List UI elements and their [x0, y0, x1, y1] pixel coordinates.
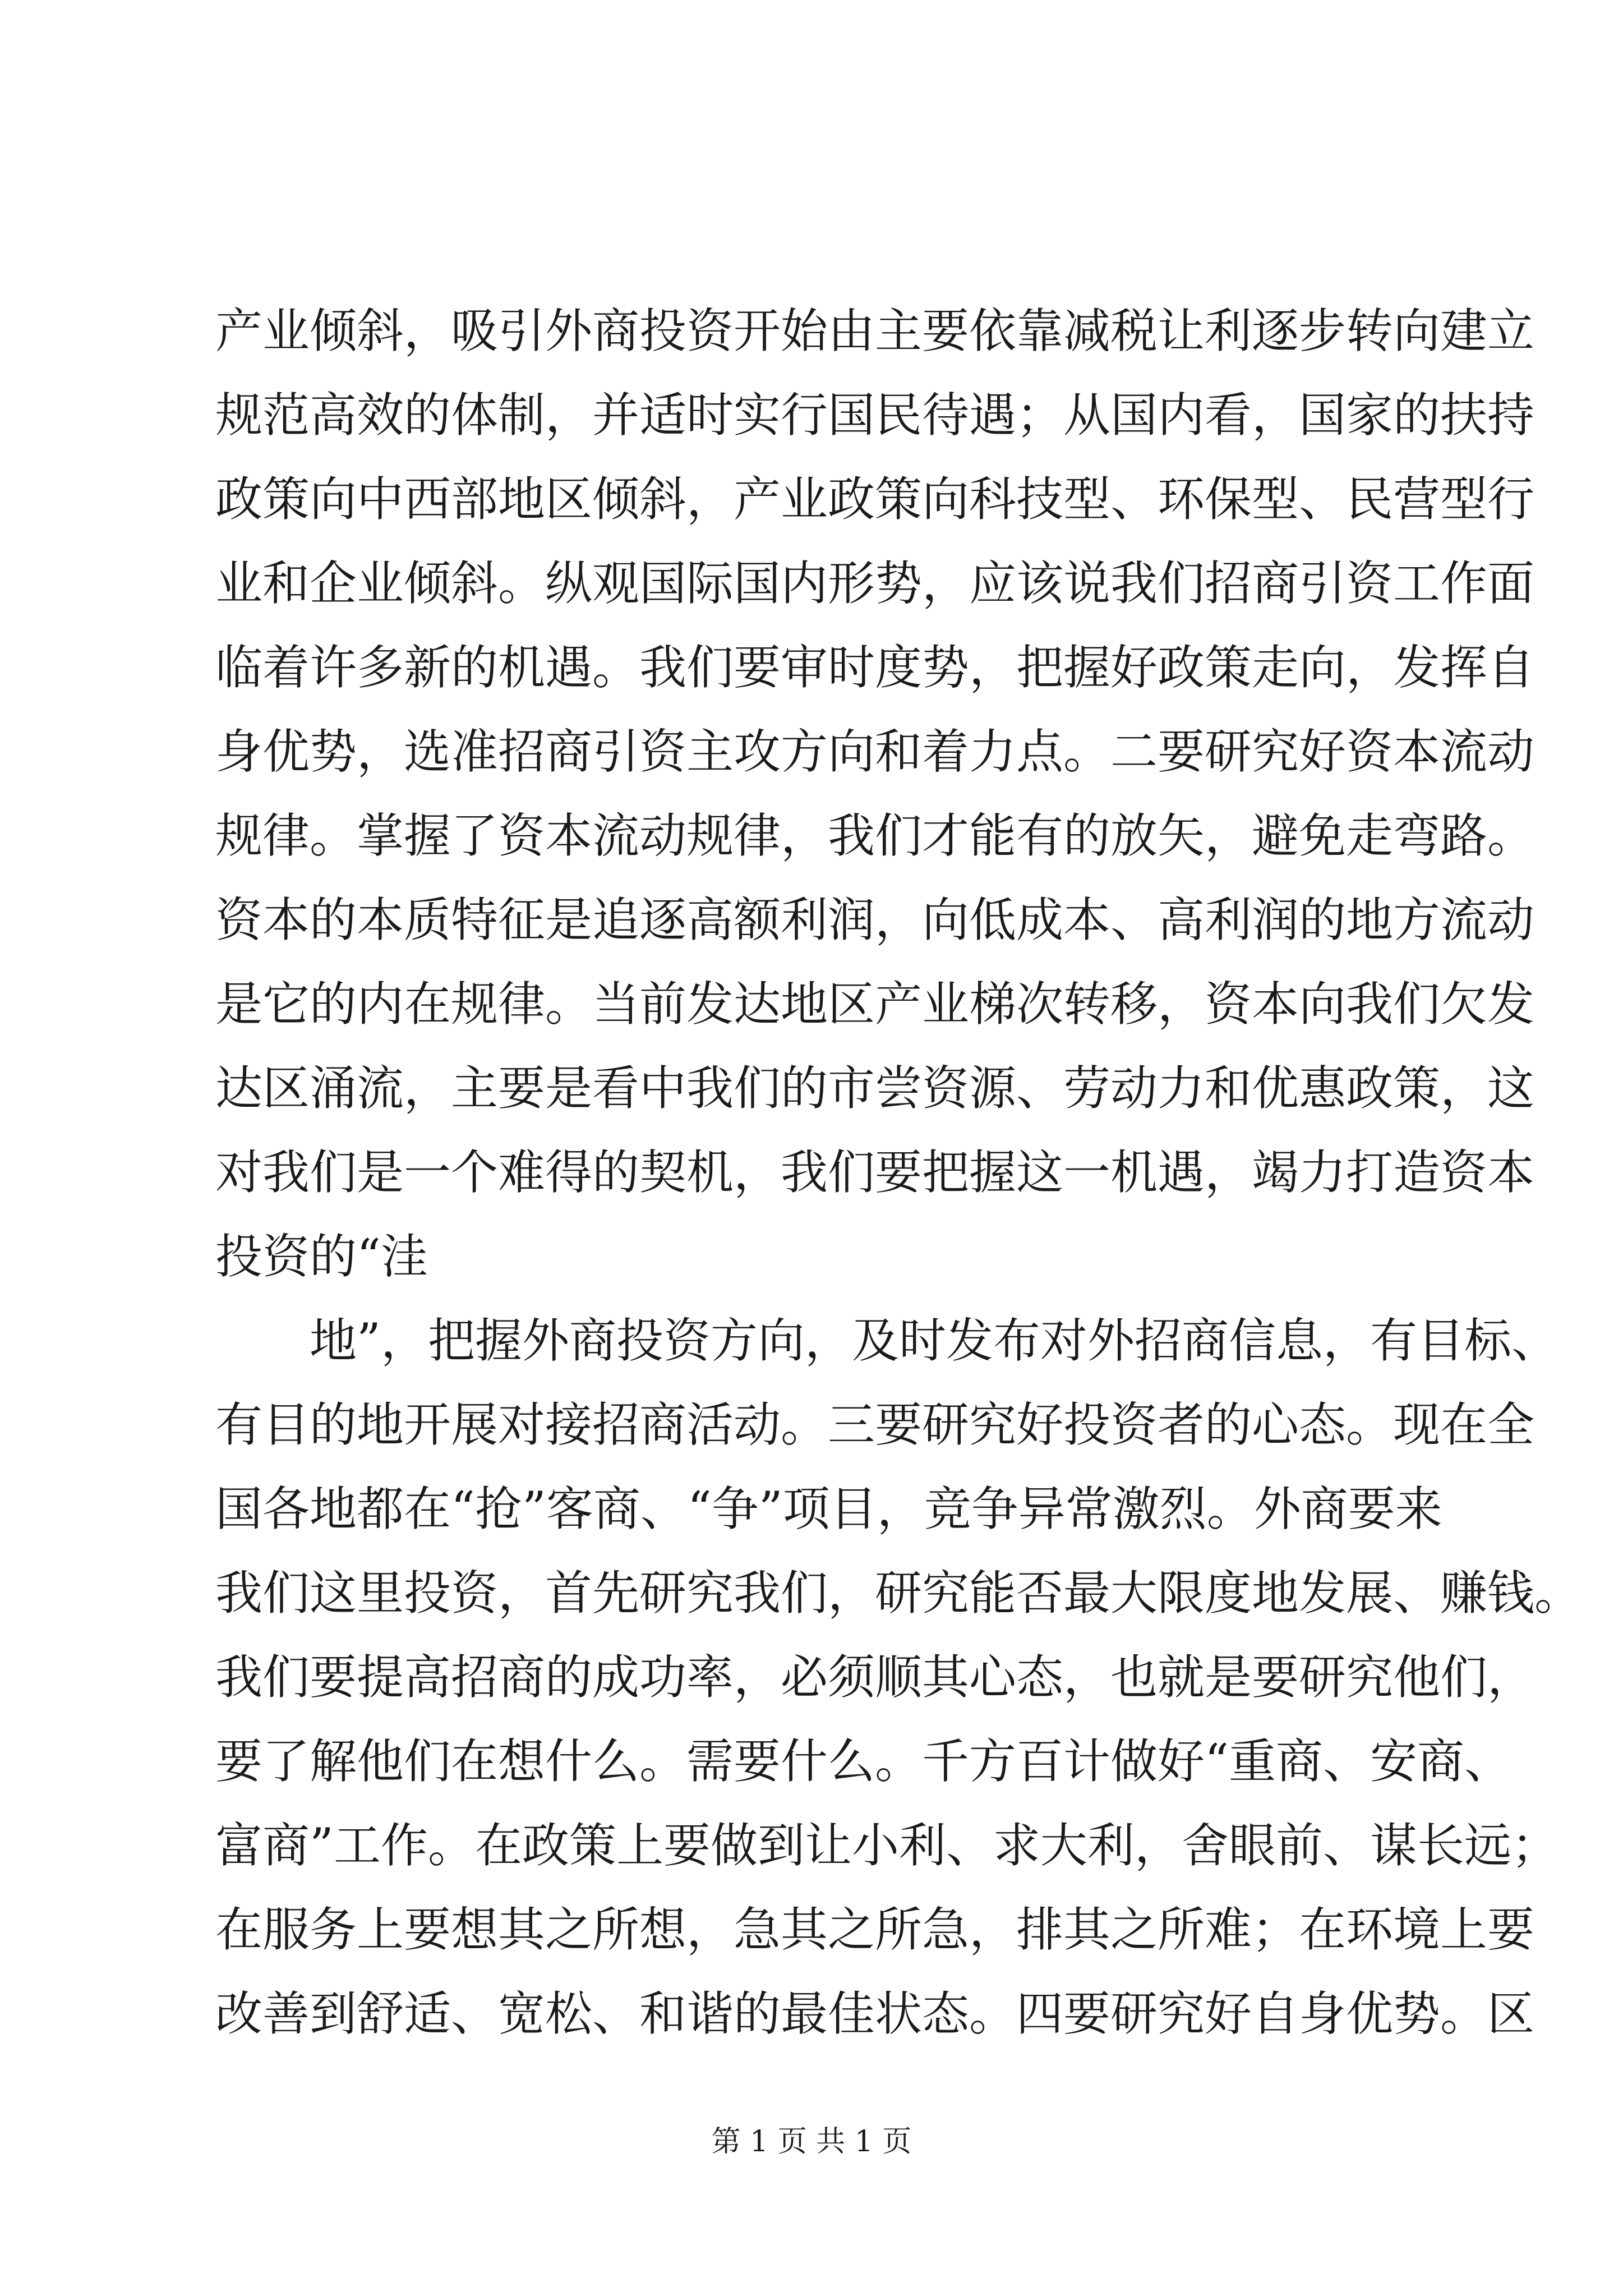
text-line: 身优势，选准招商引资主攻方向和着力点。二要研究好资本流动 [215, 724, 1535, 779]
text-line: 对我们是一个难得的契机，我们要把握这一机遇，竭力打造资本 [215, 1145, 1535, 1200]
text-line: 在服务上要想其之所想，急其之所急，排其之所难；在环境上要 [215, 1902, 1535, 1957]
text-line: 我们要提高招商的成功率，必须顺其心态，也就是要研究他们， [215, 1650, 1535, 1705]
text-line: 资本的本质特征是追逐高额利润，向低成本、高利润的地方流动 [215, 892, 1535, 947]
text-line: 产业倾斜，吸引外商投资开始由主要依靠减税让利逐步转向建立 [215, 303, 1535, 358]
text-line: 我们这里投资，首先研究我们，研究能否最大限度地发展、赚钱。 [215, 1566, 1582, 1621]
page-number-footer: 第 1 页 共 1 页 [711, 2125, 912, 2159]
text-line: 规范高效的体制，并适时实行国民待遇；从国内看，国家的扶持 [215, 388, 1535, 443]
text-line: 富商”工作。在政策上要做到让小利、求大利，舍眼前、谋长远； [215, 1818, 1559, 1873]
text-line: 有目的地开展对接招商活动。三要研究好投资者的心态。现在全 [215, 1397, 1535, 1452]
text-line: 要了解他们在想什么。需要什么。千方百计做好“重商、安商、 [215, 1734, 1511, 1789]
text-line: 业和企业倾斜。纵观国际国内形势，应该说我们招商引资工作面 [215, 556, 1535, 611]
text-line: 国各地都在“抢”客商、“争”项目，竞争异常激烈。外商要来 [215, 1481, 1442, 1536]
text-line: 规律。掌握了资本流动规律，我们才能有的放矢，避免走弯路。 [215, 808, 1535, 863]
text-line: 政策向中西部地区倾斜，产业政策向科技型、环保型、民营型行 [215, 472, 1535, 527]
text-line: 投资的“洼 [215, 1229, 428, 1284]
text-line: 临着许多新的机遇。我们要审时度势，把握好政策走向，发挥自 [215, 640, 1535, 695]
paragraph-2 [215, 1299, 1582, 2056]
text-line: 是它的内在规律。当前发达地区产业梯次转移，资本向我们欠发 [215, 977, 1535, 1032]
document-body [215, 289, 1582, 2056]
text-line: 改善到舒适、宽松、和谐的最佳状态。四要研究好自身优势。区 [215, 1986, 1535, 2041]
text-line: 达区涌流，主要是看中我们的市尝资源、劳动力和优惠政策，这 [215, 1061, 1535, 1116]
paragraph-1 [215, 289, 1535, 1299]
text-line: 地”，把握外商投资方向，及时发布对外招商信息，有目标、 [310, 1313, 1559, 1368]
